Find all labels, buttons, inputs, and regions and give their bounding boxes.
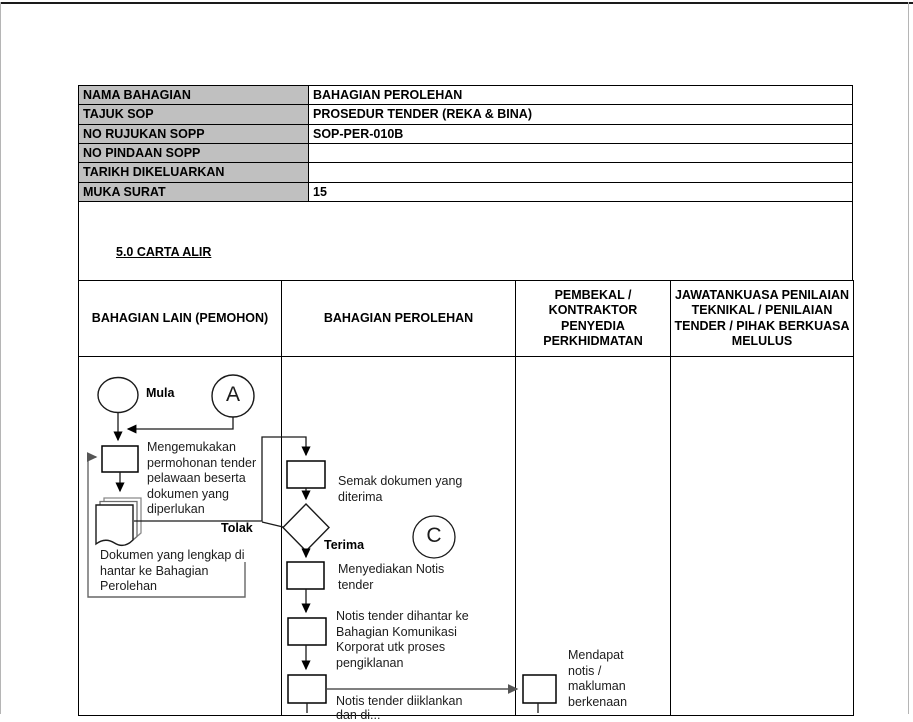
column-header-pembekal: PEMBEKAL / KONTRAKTOR PENYEDIA PERKHIDMATAN — [515, 280, 671, 357]
row-label: MUKA SURAT — [79, 183, 309, 201]
step-advertise-line1: Notis tender diiklankan — [336, 694, 463, 708]
step-advertise-label — [336, 694, 496, 722]
row-label: NO PINDAAN SOPP — [79, 144, 309, 162]
step-submit-label: Mengemukakan permohonan tender pelawaan beserta dokumen yang diperlukan — [147, 440, 257, 516]
row-value: PROSEDUR TENDER (REKA & BINA) — [313, 107, 532, 122]
row-label: NO RUJUKAN SOPP — [79, 125, 309, 143]
step-prepare-label: Menyediakan Notis tender — [338, 562, 445, 592]
process-box-submit — [102, 446, 138, 472]
column-header-jawatankuasa: JAWATANKUASA PENILAIAN TEKNIKAL / PENILAIAN TENDER / PIHAK BERKUASA MELULUS — [670, 280, 854, 357]
decision-accept-label: Terima — [324, 538, 365, 552]
connector-c-label: C — [426, 524, 442, 547]
row-label: TARIKH DIKELUARKAN — [79, 163, 309, 181]
document-stack-shape — [96, 498, 141, 545]
row-value: SOP-PER-010B — [313, 126, 404, 141]
reject-branch-line — [262, 522, 283, 527]
start-label: Mula — [146, 386, 175, 400]
step-send-label: Notis tender dihantar ke Bahagian Komunikasi Korporat utk proses pengiklanan — [336, 609, 469, 670]
step-advertise-line2: dan di... — [336, 708, 381, 722]
note-document-label: Dokumen yang lengkap di hantar ke Bahagian Perolehan — [100, 548, 245, 593]
step-check-label: Semak dokumen yang diterima — [338, 474, 463, 504]
row-value: BAHAGIAN PEROLEHAN — [313, 88, 463, 103]
step-receive-label: Mendapat notis / makluman berkenaan — [568, 648, 628, 709]
start-terminator-circle — [98, 378, 138, 413]
section-heading: 5.0 CARTA ALIR — [116, 245, 212, 259]
decision-diamond — [283, 504, 329, 551]
connector-a-label: A — [225, 383, 240, 406]
row-label: TAJUK SOP — [79, 105, 309, 123]
column-header-bahagian-lain: BAHAGIAN LAIN (PEMOHON) — [78, 280, 282, 357]
flow-arrow-from-a — [128, 417, 233, 429]
process-box-check — [287, 461, 325, 488]
process-box-receive-notice — [523, 675, 556, 703]
process-box-send-notice — [288, 618, 326, 645]
row-value: 15 — [313, 184, 327, 199]
decision-reject-label: Tolak — [221, 521, 253, 535]
process-box-prepare-notice — [287, 562, 324, 589]
process-box-advertise — [288, 675, 326, 703]
row-label: NAMA BAHAGIAN — [79, 86, 309, 104]
column-header-bahagian-perolehan: BAHAGIAN PEROLEHAN — [281, 280, 516, 357]
